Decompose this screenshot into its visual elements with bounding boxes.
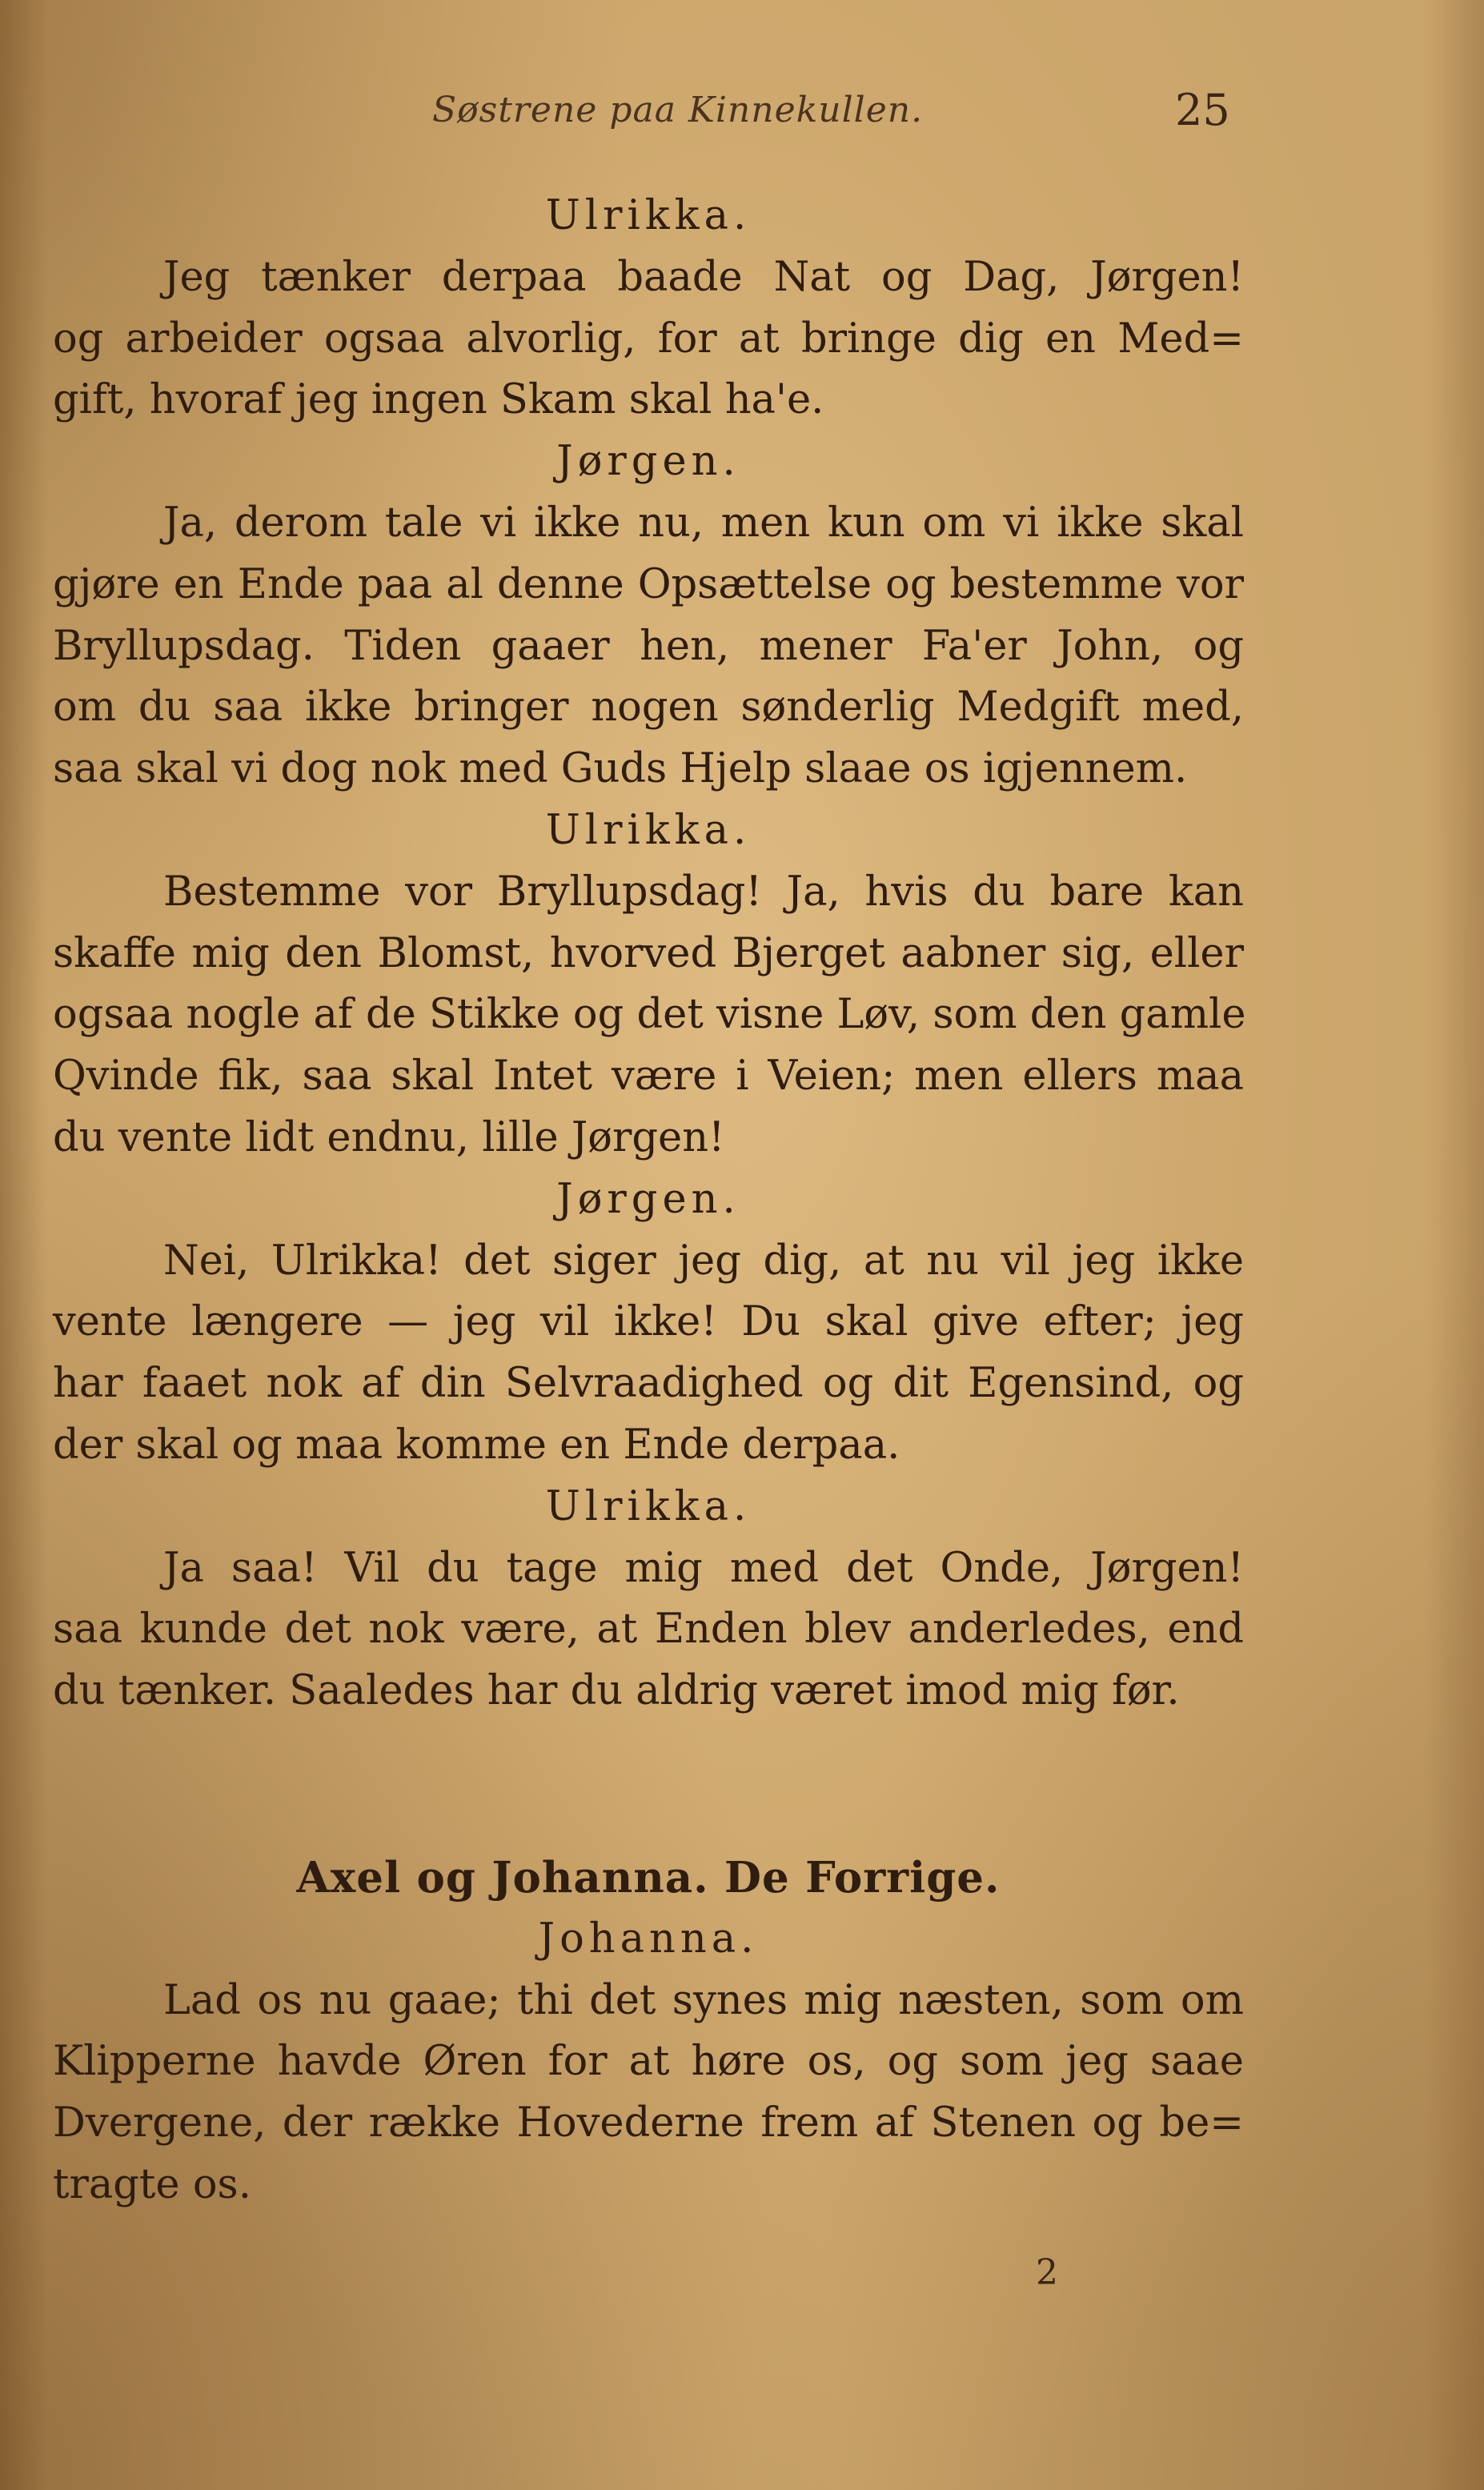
text-line: Dvergene, der række Hovederne frem af Stenen og be= — [53, 2099, 1244, 2147]
text-line: Jeg tænker derpaa baade Nat og Dag, Jørgen! — [163, 253, 1244, 301]
text-line: Ja saa! Vil du tage mig med det Onde, Jørgen! — [163, 1544, 1244, 1592]
speech-paragraph — [53, 1538, 1244, 1722]
text-line: Bryllupsdag. Tiden gaaer hen, mener Fa'er John, og — [53, 622, 1244, 670]
text-line: Nei, Ulrikka! det siger jeg dig, at nu vil jeg ikke — [163, 1237, 1244, 1285]
text-line: Ja, derom tale vi ikke nu, men kun om vi ikke skal — [163, 499, 1244, 547]
text-line: Qvinde fik, saa skal Intet være i Veien; men ellers maa — [53, 1053, 1244, 1101]
running-title: Søstrene paa Kinnekullen. — [432, 90, 924, 130]
text-line: tragte os. — [53, 2160, 251, 2208]
text-line: har faaet nok af din Selvraadighed og dit Egensind, og — [53, 1360, 1244, 1408]
speech-paragraph — [53, 1231, 1244, 1477]
text-line: gjøre en Ende paa al denne Opsættelse og bestemme vor — [53, 560, 1244, 608]
speaker-name: Jørgen. — [556, 438, 740, 486]
text-line: du tænker. Saaledes har du aldrig været imod mig før. — [53, 1667, 1180, 1715]
speaker-name: Jørgen. — [556, 1175, 740, 1223]
text-line: saa kunde det nok være, at Enden blev anderledes, end — [53, 1606, 1244, 1654]
speech-paragraph — [53, 862, 1244, 1169]
text-line: Lad os nu gaae; thi det synes mig næsten, som om — [163, 1976, 1244, 2024]
text-line: om du saa ikke bringer nogen sønderlig Medgift med, — [53, 684, 1244, 732]
speech-paragraph — [53, 247, 1244, 431]
text-line: ogsaa nogle af de Stikke og det visne Løv, som den gamle — [53, 991, 1246, 1039]
text-line: skaffe mig den Blomst, hvorved Bjerget aabner sig, eller — [53, 929, 1244, 977]
signature-mark: 2 — [1036, 2252, 1058, 2293]
page-number: 25 — [1175, 85, 1230, 135]
speech-paragraph — [53, 1971, 1244, 2216]
text-line: saa skal vi dog nok med Guds Hjelp slaae os igjennem. — [53, 745, 1188, 793]
text-line: vente længere — jeg vil ikke! Du skal give efter; jeg — [53, 1298, 1244, 1346]
speaker-name: Ulrikka. — [545, 192, 752, 239]
text-line: Klipperne havde Øren for at høre os, og som jeg saae — [53, 2038, 1244, 2086]
section-gap — [53, 1722, 1244, 1842]
speaker-name: Johanna. — [538, 1915, 759, 1963]
speaker-name: Ulrikka. — [545, 1482, 752, 1530]
speech-paragraph — [53, 493, 1244, 800]
text-line: du vente lidt endnu, lille Jørgen! — [53, 1113, 725, 1161]
text-line: gift, hvoraf jeg ingen Skam skal ha'e. — [53, 376, 824, 424]
text-line: Bestemme vor Bryllupsdag! Ja, hvis du bare kan — [163, 868, 1244, 916]
text-line: og arbeider ogsaa alvorlig, for at bringe dig en Med= — [53, 315, 1244, 363]
page-body — [53, 186, 1244, 2216]
speaker-name: Ulrikka. — [545, 806, 752, 854]
text-line: der skal og maa komme en Ende derpaa. — [53, 1421, 900, 1469]
scene-heading: Axel og Johanna. De Forrige. — [296, 1852, 1001, 1903]
